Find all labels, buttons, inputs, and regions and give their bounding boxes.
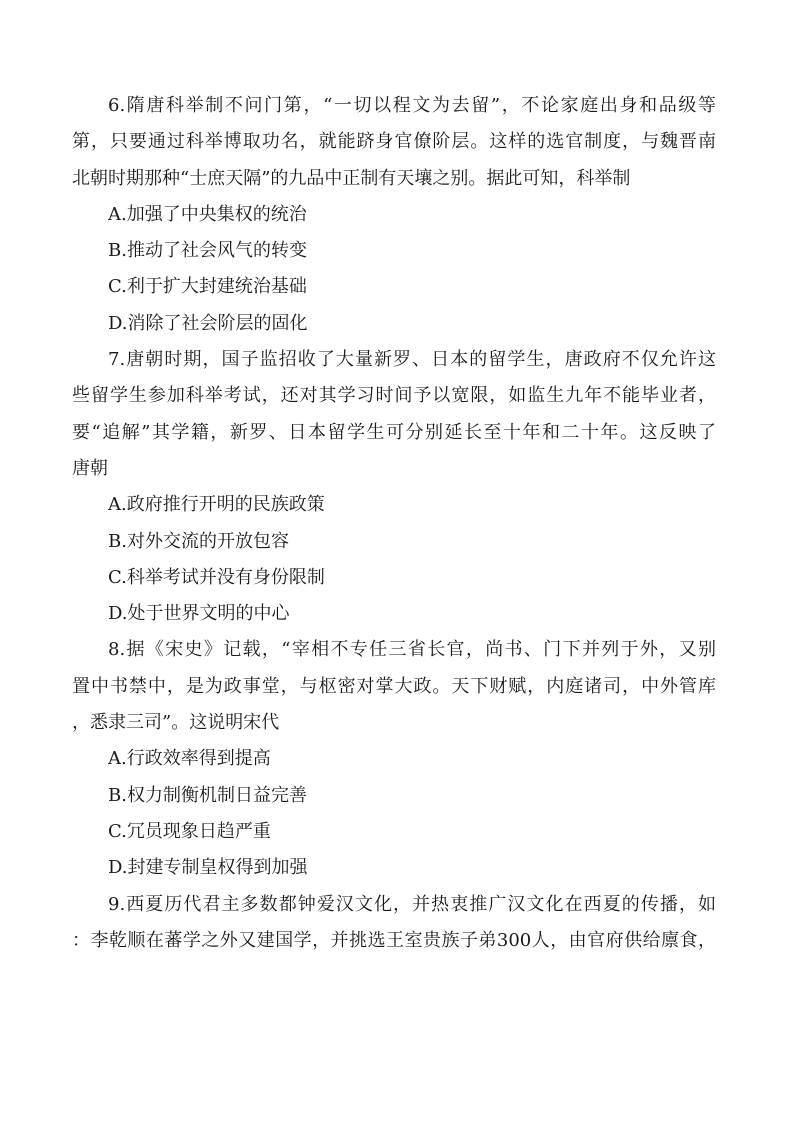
question-stem-line: ：李乾顺在蕃学之外又建国学，并挑选王室贵族子弟300人，由官府供给廪食， <box>72 929 716 951</box>
answer-option-b: B.对外交流的开放包容 <box>108 530 289 552</box>
question-stem-line: 北朝时期那种“士庶天隔”的九品中正制有天壤之别。据此可知，科举制 <box>72 167 631 189</box>
answer-option-c: C.冗员现象日趋严重 <box>108 820 271 842</box>
answer-option-a: A.行政效率得到提高 <box>108 748 271 770</box>
question-8 <box>72 632 716 886</box>
question-stem-line: 第，只要通过科举博取功名，就能跻身官僚阶层。这样的选官制度，与魏晋南 <box>72 131 716 153</box>
question-9 <box>72 887 716 960</box>
question-stem-line: 8.据《宋史》记载，“宰相不专任三省长官，尚书、门下并列于外，又别 <box>108 639 716 661</box>
answer-option-d: D.封建专制皇权得到加强 <box>108 857 308 879</box>
answer-option-d: D.消除了社会阶层的固化 <box>108 312 308 334</box>
question-stem-line: 要“追解”其学籍，新罗、日本留学生可分别延长至十年和二十年。这反映了 <box>72 421 716 443</box>
answer-option-a: A.政府推行开明的民族政策 <box>108 494 325 516</box>
answer-option-c: C.科举考试并没有身份限制 <box>108 566 325 588</box>
answer-option-b: B.推动了社会风气的转变 <box>108 240 307 262</box>
question-7 <box>72 342 716 632</box>
question-stem-line: 唐朝 <box>72 457 108 479</box>
question-stem-line: 6.隋唐科举制不问门第，“一切以程文为去留”，不论家庭出身和品级等 <box>108 95 716 116</box>
answer-option-c: C.利于扩大封建统治基础 <box>108 276 307 298</box>
question-stem-line: 7.唐朝时期，国子监招收了大量新罗、日本的留学生，唐政府不仅允许这 <box>108 349 716 371</box>
answer-option-d: D.处于世界文明的中心 <box>108 603 290 625</box>
question-6 <box>72 88 716 342</box>
question-stem-line: 些留学生参加科举考试，还对其学习时间予以宽限，如监生九年不能毕业者， <box>72 385 716 407</box>
answer-option-a: A.加强了中央集权的统治 <box>108 203 307 225</box>
document-page <box>72 88 716 959</box>
answer-option-b: B.权力制衡机制日益完善 <box>108 784 307 806</box>
question-stem-line: 置中书禁中，是为政事堂，与枢密对掌大政。天下财赋，内庭诸司，中外管库 <box>72 675 716 697</box>
question-stem-line: ，悉隶三司”。这说明宋代 <box>72 712 280 734</box>
question-stem-line: 9.西夏历代君主多数都钟爱汉文化，并热衷推广汉文化在西夏的传播，如 <box>108 893 716 915</box>
